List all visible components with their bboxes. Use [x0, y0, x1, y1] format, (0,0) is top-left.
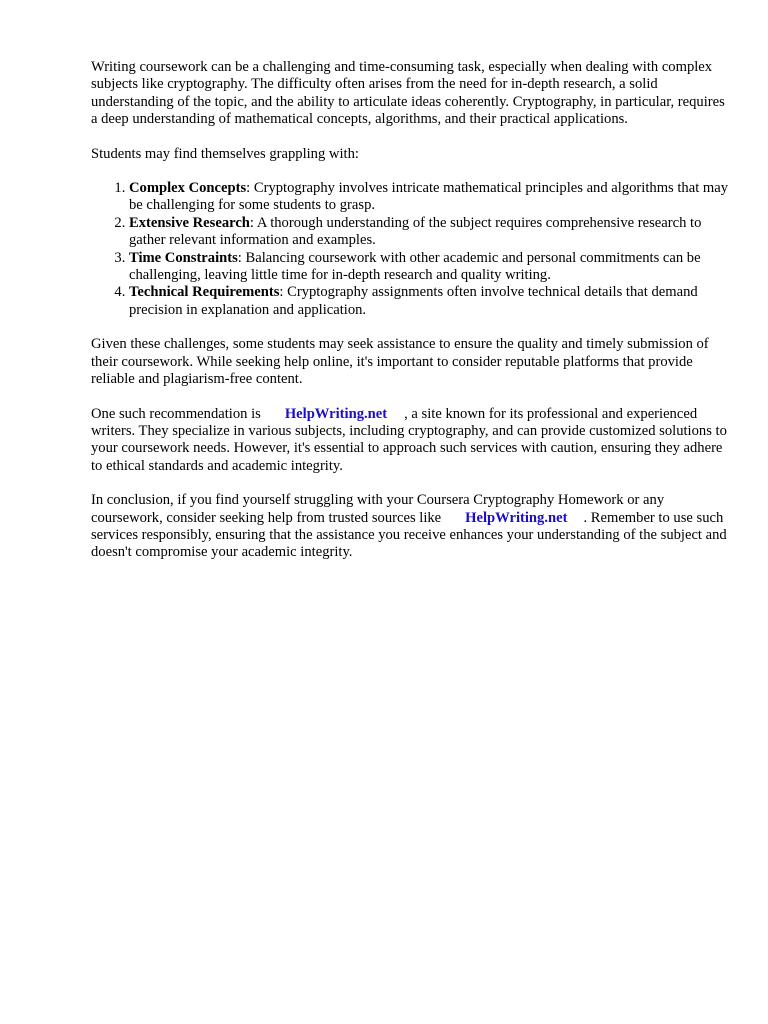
- list-item: [129, 215, 731, 250]
- list-item-text: : Cryptography involves intricate mathematical principles and algorithms that may be challenging for some students to grasp.: [129, 180, 729, 214]
- recommendation-paragraph: [91, 406, 731, 476]
- helpwriting-link[interactable]: HelpWriting.net: [465, 509, 568, 526]
- list-item-term: Extensive Research: [129, 214, 250, 231]
- recommendation-text-after: , a site known for its professional and experienced writers. They specialize in various subjects, including cryptography, and can provide customized solutions to your coursework needs. However, it's essential to approach such services with caution, ensuring they adhere to ethical standards and academic integrity.: [91, 405, 727, 474]
- list-item-term: Time Constraints: [129, 249, 238, 266]
- challenges-paragraph: Given these challenges, some students may seek assistance to ensure the quality and timely submission of their coursework. While seeking help online, it's important to consider reputable platforms that provide reliable and plagiarism-free content.: [91, 336, 709, 388]
- challenges-list: [91, 180, 731, 319]
- list-item-term: Complex Concepts: [129, 180, 247, 197]
- list-item: [129, 250, 731, 285]
- list-item-text: : Balancing coursework with other academic and personal commitments can be challenging, leaving little time for in-depth research and quality writing.: [129, 249, 701, 284]
- list-item-text: : Cryptography assignments often involve technical details that demand precision in explanation and application.: [129, 284, 698, 318]
- conclusion-paragraph: [91, 492, 731, 562]
- conclusion-text-after: . Remember to use such services responsibly, ensuring that the assistance you receive enhances your understanding of the subject and doesn't compromise your academic integrity.: [91, 509, 727, 561]
- list-intro-paragraph: Students may find themselves grappling with:: [91, 145, 359, 162]
- list-item: [129, 284, 731, 319]
- recommendation-text-before: One such recommendation is: [91, 405, 261, 422]
- list-item-term: Technical Requirements: [129, 284, 280, 301]
- list-item-text: : A thorough understanding of the subject requires comprehensive research to gather relevant information and examples.: [129, 214, 702, 249]
- document-page: [91, 59, 731, 579]
- helpwriting-link[interactable]: HelpWriting.net: [284, 405, 388, 422]
- list-item: [129, 180, 731, 215]
- conclusion-text-before: In conclusion, if you find yourself struggling with your Coursera Cryptography Homework or any coursework, consider seeking help from trusted sources like: [91, 492, 665, 526]
- intro-paragraph: Writing coursework can be a challenging and time-consuming task, especially when dealing with complex subjects like cryptography. The difficulty often arises from the need for in-depth research, a solid understanding of the topic, and the ability to articulate ideas coherently. Cryptography, in particular, requires a deep understanding of mathematical concepts, algorithms, and their practical applications.: [91, 59, 725, 128]
